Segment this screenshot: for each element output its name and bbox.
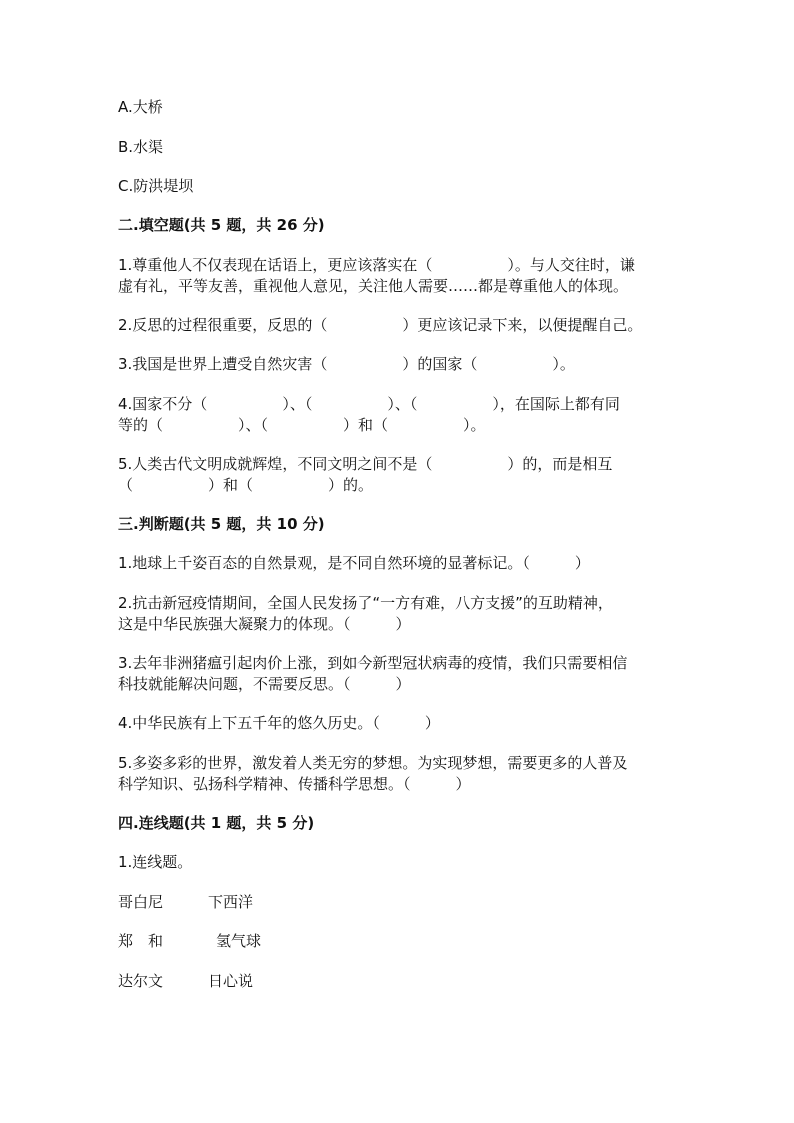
- section-heading-fill-in: 二.填空题(共 5 题，共 26 分): [118, 216, 325, 234]
- option-c: C.防洪堤坝: [118, 177, 194, 195]
- judge-q5-line2: 科学知识、弘扬科学精神、传播科学思想。（ ）: [118, 775, 471, 793]
- judge-q4: 4.中华民族有上下五千年的悠久历史。（ ）: [118, 714, 440, 732]
- section-heading-judgment: 三.判断题(共 5 题，共 10 分): [118, 515, 325, 533]
- option-b: B.水渠: [118, 138, 164, 156]
- fill-q3: 3.我国是世界上遭受自然灾害（ ）的国家（ ）。: [118, 355, 575, 373]
- judge-q1: 1.地球上千姿百态的自然景观，是不同自然环境的显著标记。（ ）: [118, 554, 590, 572]
- fill-q5-line1: 5.人类古代文明成就辉煌，不同文明之间不是（ ）的，而是相互: [118, 455, 613, 473]
- match-left-item: 郑 和: [118, 932, 164, 950]
- judge-q2-line1: 2.抗击新冠疫情期间，全国人民发扬了“一方有难，八方支援”的互助精神，: [118, 594, 613, 612]
- fill-q2: 2.反思的过程很重要，反思的（ ）更应该记录下来，以便提醒自己。: [118, 316, 643, 334]
- fill-q5-line2: （ ）和（ ）的。: [118, 476, 374, 494]
- match-right-item: 氢气球: [216, 932, 262, 950]
- option-a: A.大桥: [118, 98, 163, 116]
- match-left-item: 哥白尼: [118, 893, 164, 911]
- match-left-item: 达尔文: [118, 972, 164, 990]
- match-right-item: 下西洋: [208, 893, 254, 911]
- judge-q3-line2: 科技就能解决问题，不需要反思。（ ）: [118, 675, 411, 693]
- match-right-item: 日心说: [208, 972, 254, 990]
- fill-q1-line2: 虚有礼，平等友善，重视他人意见，关注他人需要……都是尊重他人的体现。: [118, 277, 629, 295]
- judge-q5-line1: 5.多姿多彩的世界，激发着人类无穷的梦想。为实现梦想，需要更多的人普及: [118, 754, 628, 772]
- judge-q3-line1: 3.去年非洲猪瘟引起肉价上涨，到如今新型冠状病毒的疫情，我们只需要相信: [118, 654, 628, 672]
- judge-q2-line2: 这是中华民族强大凝聚力的体现。（ ）: [118, 615, 411, 633]
- section-heading-matching: 四.连线题(共 1 题，共 5 分): [118, 814, 315, 832]
- match-q1: 1.连线题。: [118, 853, 193, 871]
- fill-q4-line2: 等的（ ）、（ ）和（ ）。: [118, 416, 486, 434]
- fill-q4-line1: 4.国家不分（ ）、（ ）、（ ），在国际上都有同: [118, 395, 620, 413]
- fill-q1-line1: 1.尊重他人不仅表现在话语上，更应该落实在（ ）。与人交往时，谦: [118, 256, 635, 274]
